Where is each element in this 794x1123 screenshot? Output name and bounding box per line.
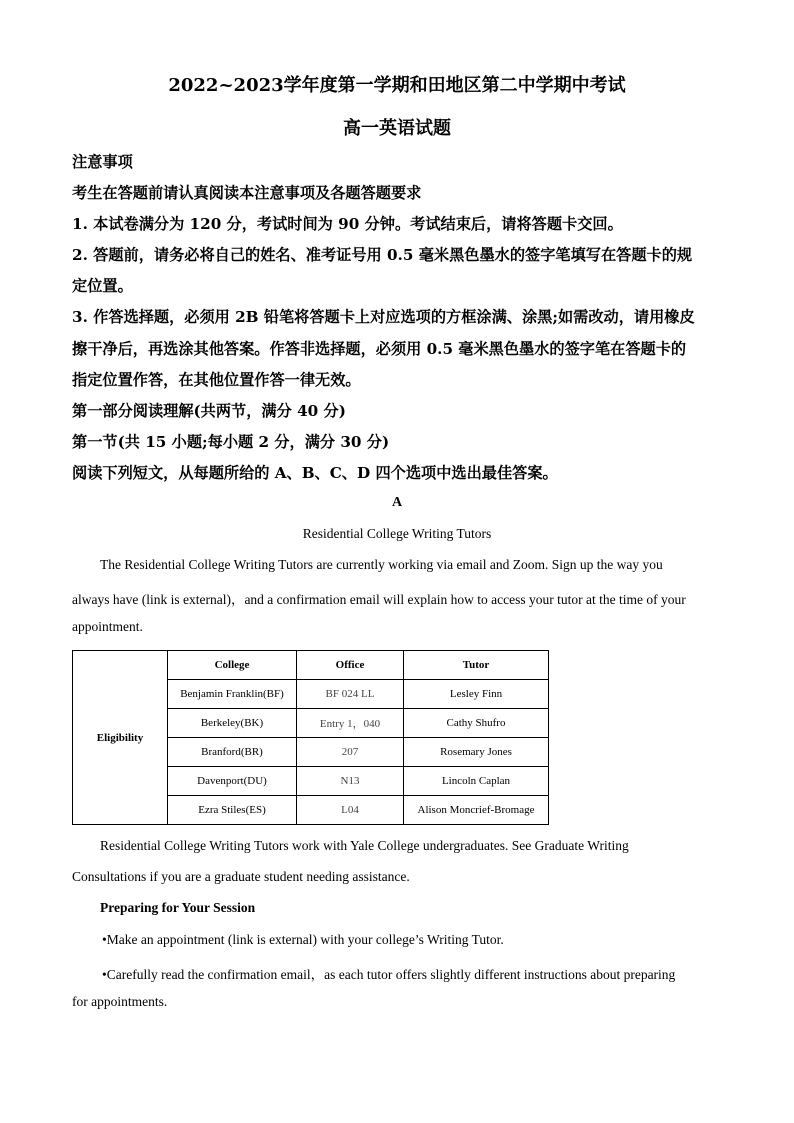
tutor-cell: Cathy Shufro bbox=[404, 709, 549, 738]
bullet-1: •Make an appointment (link is external) with your college’s Writing Tutor. bbox=[102, 932, 504, 947]
eligibility-label: Eligibility bbox=[73, 651, 168, 825]
passage-title: Residential College Writing Tutors bbox=[302, 526, 492, 541]
note-item-1: 1. 本试卷满分为 120 分，考试时间为 90 分钟。考试结束后，请将答题卡交回。 bbox=[72, 215, 623, 233]
tutor-cell: Lincoln Caplan bbox=[404, 767, 549, 796]
paragraph-2-line-2: Consultations if you are a graduate student needing assistance. bbox=[72, 869, 410, 884]
college-cell: Davenport(DU) bbox=[168, 767, 297, 796]
tutor-cell: Lesley Finn bbox=[404, 680, 549, 709]
note-item-3-line-3: 指定位置作答，在其他位置作答一律无效。 bbox=[72, 371, 361, 389]
exam-subtitle: 高一英语试题 bbox=[343, 118, 451, 139]
office-cell: 207 bbox=[297, 738, 404, 767]
header-office: Office bbox=[297, 651, 404, 680]
college-cell: Branford(BR) bbox=[168, 738, 297, 767]
note-item-2-line-2: 定位置。 bbox=[72, 277, 133, 295]
notes-heading: 注意事项 bbox=[72, 153, 133, 171]
paragraph-2-line-1: Residential College Writing Tutors work with Yale College undergraduates. See Graduate Writing bbox=[100, 838, 629, 853]
notes-intro: 考生在答题前请认真阅读本注意事项及各题答题要求 bbox=[72, 184, 422, 202]
exam-title: 2022~2023学年度第一学期和田地区第二中学期中考试 bbox=[168, 75, 626, 96]
college-cell: Berkeley(BK) bbox=[168, 709, 297, 738]
paragraph-1-line-1: The Residential College Writing Tutors are currently working via email and Zoom. Sign up the way you bbox=[100, 557, 663, 572]
header-college: College bbox=[168, 651, 297, 680]
office-cell: BF 024 LL bbox=[297, 680, 404, 709]
passage-label: A bbox=[391, 495, 403, 510]
office-cell: L04 bbox=[297, 796, 404, 825]
section-heading: 第一节(共 15 小题;每小题 2 分，满分 30 分) bbox=[72, 433, 390, 451]
header-tutor: Tutor bbox=[404, 651, 549, 680]
part-heading: 第一部分阅读理解(共两节，满分 40 分) bbox=[72, 402, 346, 420]
college-cell: Ezra Stiles(ES) bbox=[168, 796, 297, 825]
bullet-2-line-2: for appointments. bbox=[72, 994, 168, 1009]
bullet-2-line-1: •Carefully read the confirmation email，as each tutor offers slightly different instructions about preparing bbox=[102, 967, 676, 982]
office-cell: N13 bbox=[297, 767, 404, 796]
section-instruction: 阅读下列短文，从每题所给的 A、B、C、D 四个选项中选出最佳答案。 bbox=[72, 464, 558, 482]
tutor-cell: Rosemary Jones bbox=[404, 738, 549, 767]
note-item-3-line-2: 擦干净后，再选涂其他答案。作答非选择题，必须用 0.5 毫米黑色墨水的签字笔在答题卡的 bbox=[72, 340, 687, 358]
preparing-heading: Preparing for Your Session bbox=[100, 900, 256, 915]
note-item-2-line-1: 2. 答题前，请务必将自己的姓名、准考证号用 0.5 毫米黑色墨水的签字笔填写在答题卡的规 bbox=[72, 246, 693, 264]
note-item-3-line-1: 3. 作答选择题，必须用 2B 铅笔将答题卡上对应选项的方框涂满、涂黑;如需改动，请用橡皮 bbox=[72, 308, 695, 326]
table-header-row bbox=[73, 651, 549, 680]
office-cell: Entry 1，040 bbox=[297, 709, 404, 738]
paragraph-1-line-2: always have (link is external)，and a confirmation email will explain how to access your tutor at the time of your bbox=[72, 592, 686, 607]
paragraph-1-line-3: appointment. bbox=[72, 619, 143, 634]
tutor-cell: Alison Moncrief-Bromage bbox=[404, 796, 549, 825]
college-cell: Benjamin Franklin(BF) bbox=[168, 680, 297, 709]
tutor-table bbox=[72, 650, 549, 825]
